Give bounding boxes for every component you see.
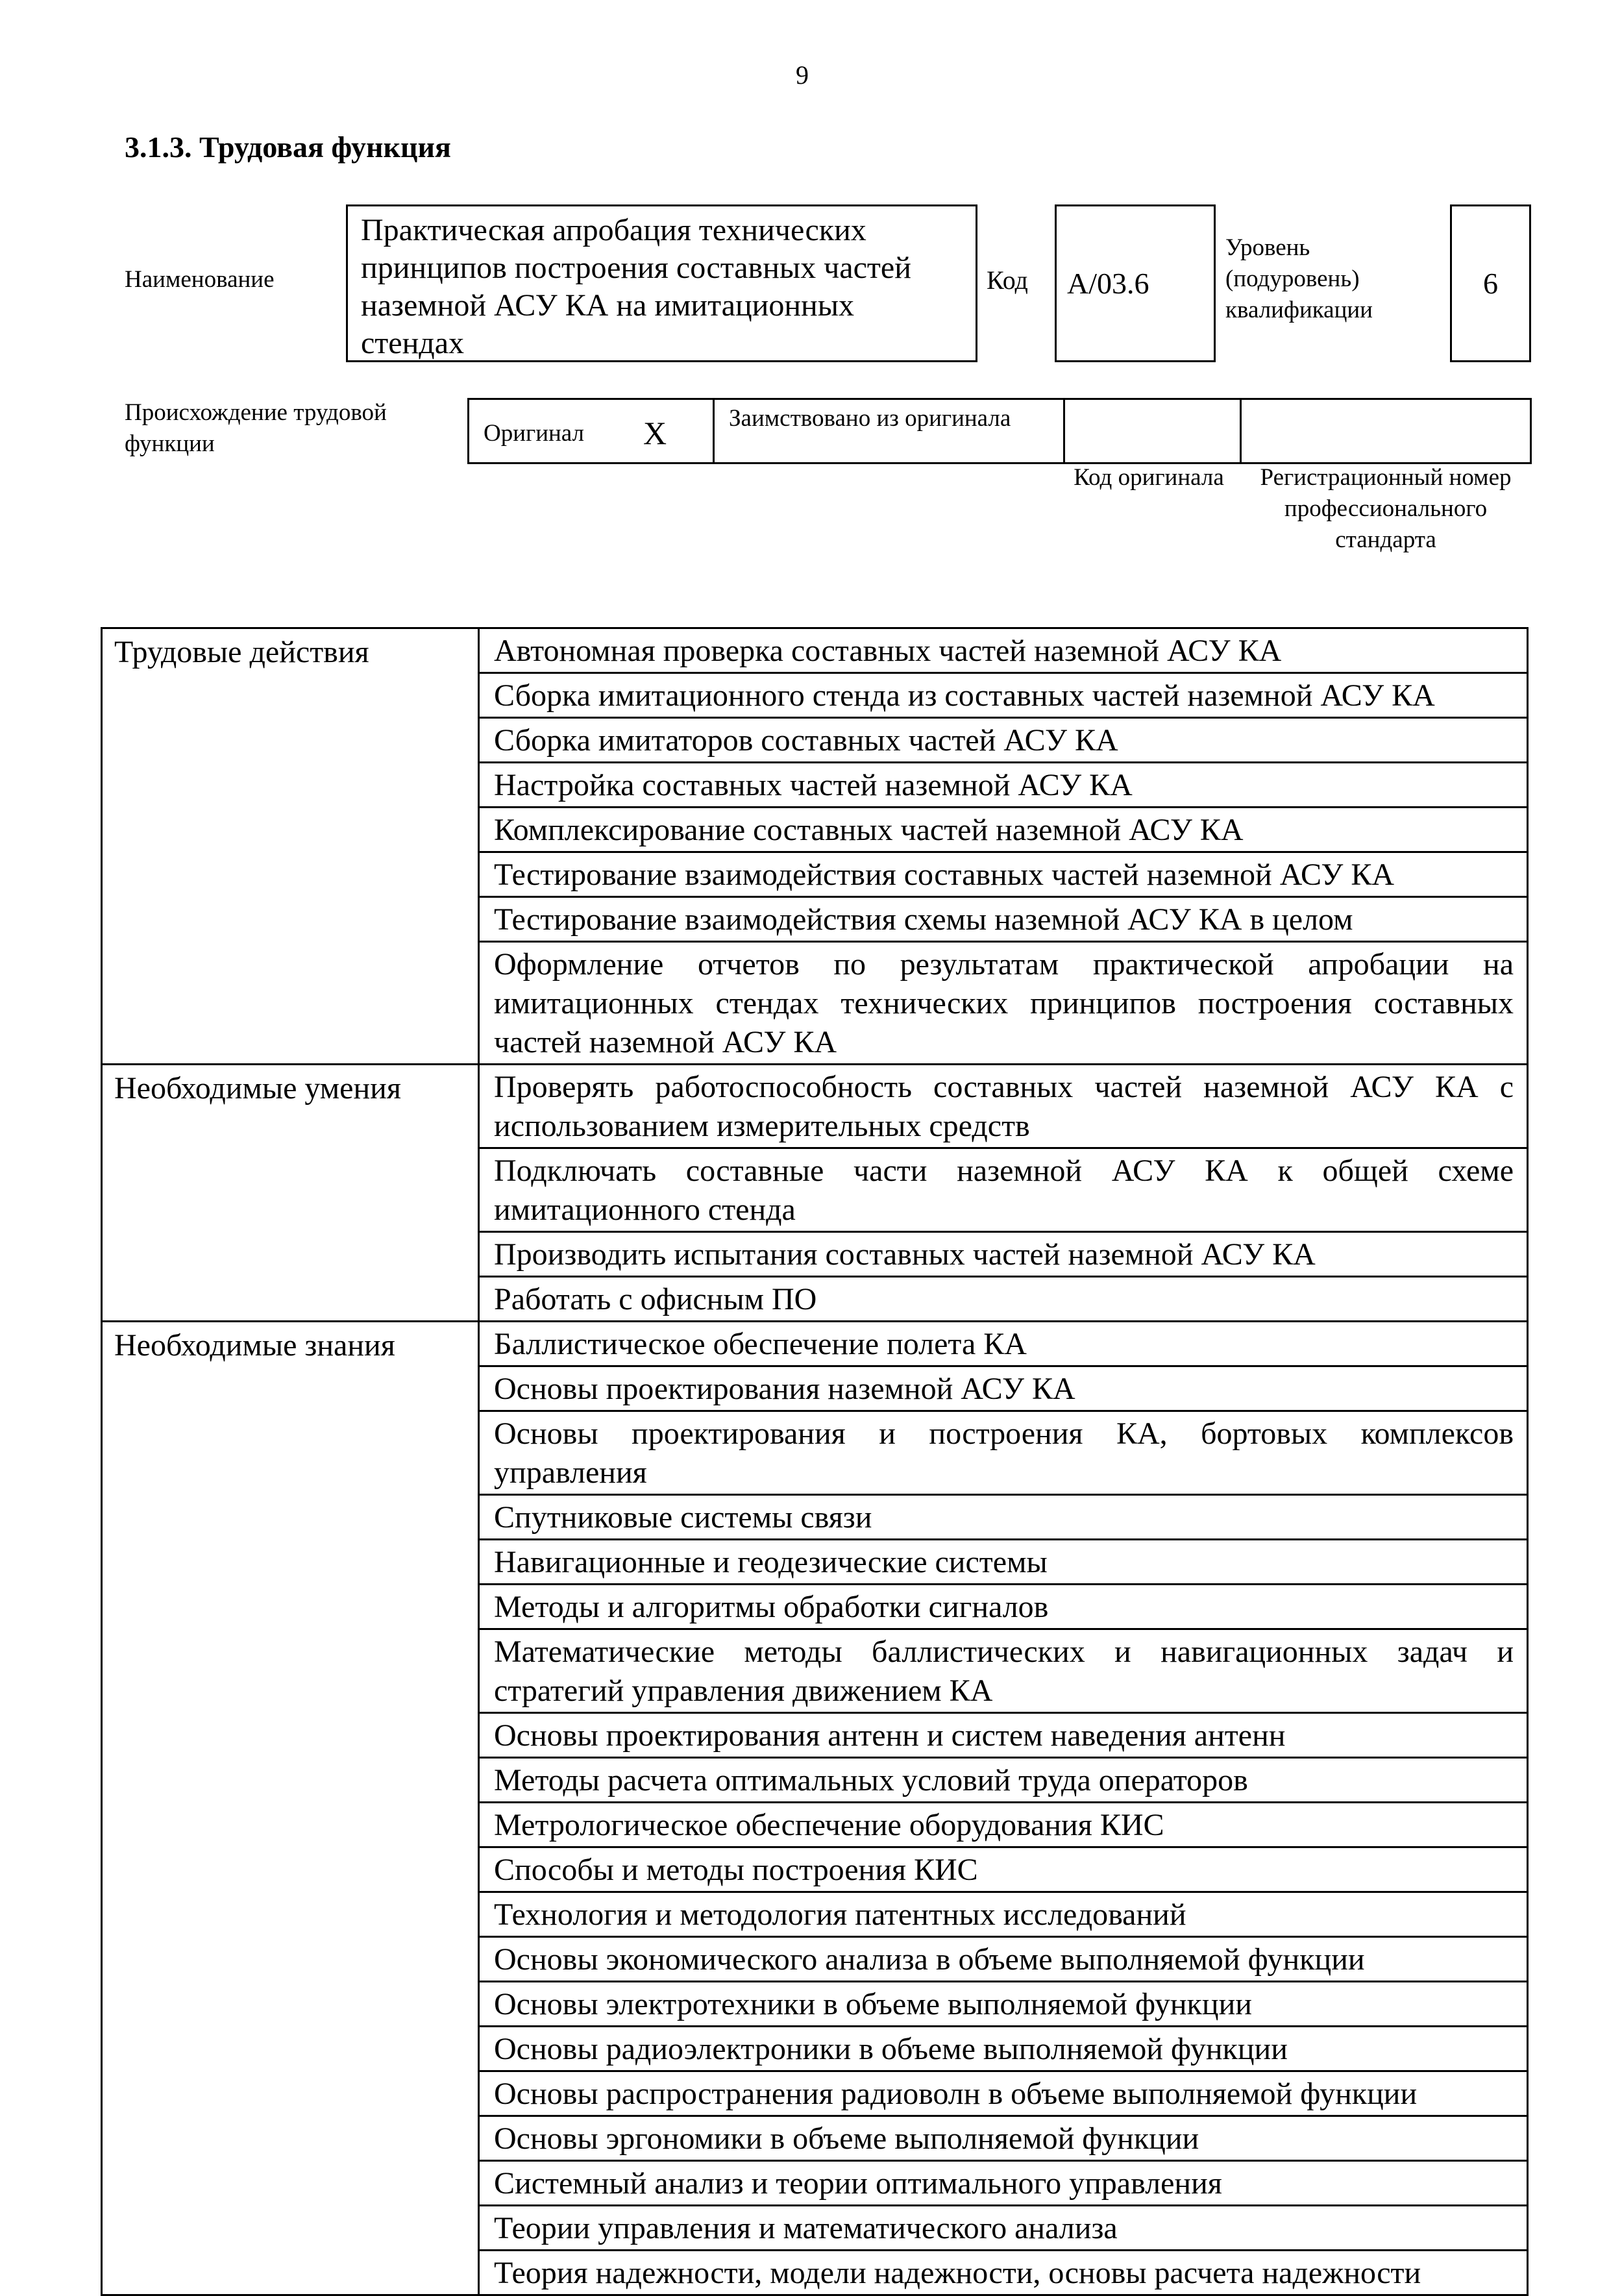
table-cell: Основы распространения радиоволн в объеме выполняемой функции [479, 2071, 1528, 2116]
table-cell: Оформление отчетов по результатам практической апробации на имитационных стендах технических принципов построения составных частей наземной АСУ КА [479, 942, 1528, 1065]
table-cell: Основы проектирования наземной АСУ КА [479, 1366, 1528, 1411]
original-cell [469, 400, 715, 462]
borrowed-label: Заимствовано из оригинала [715, 400, 1065, 462]
table-row [102, 1065, 1528, 1148]
table-cell: Работать с офисным ПО [479, 1277, 1528, 1322]
table-cell: Настройка составных частей наземной АСУ КА [479, 763, 1528, 808]
table-cell: Основы проектирования и построения КА, бортовых комплексов управления [479, 1411, 1528, 1495]
table-cell: Методы расчета оптимальных условий труда операторов [479, 1758, 1528, 1803]
table-row [102, 628, 1528, 673]
table-cell: Сборка имитационного стенда из составных частей наземной АСУ КА [479, 673, 1528, 718]
table-cell: Технология и методология патентных исследований [479, 1892, 1528, 1937]
table-row [102, 1322, 1528, 1366]
table-cell: Методы и алгоритмы обработки сигналов [479, 1585, 1528, 1629]
table-cell: Автономная проверка составных частей наземной АСУ КА [479, 628, 1528, 673]
table-cell: Основы эргономики в объеме выполняемой функции [479, 2116, 1528, 2161]
reg-number-caption: Регистрационный номер профессионального стандарта [1260, 464, 1512, 553]
table-cell: Тестирование взаимодействия схемы наземной АСУ КА в целом [479, 897, 1528, 942]
table-cell: Основы проектирования антенн и систем наведения антенн [479, 1713, 1528, 1758]
table-cell: Спутниковые системы связи [479, 1495, 1528, 1540]
level-label: Уровень (подуровень) квалификации [1225, 234, 1373, 323]
table-cell: Подключать составные части наземной АСУ КА к общей схеме имитационного стенда [479, 1148, 1528, 1232]
reg-number-cell [1242, 400, 1530, 462]
original-label: Оригинал [484, 420, 585, 447]
table-cell: Баллистическое обеспечение полета КА [479, 1322, 1528, 1366]
section-title-knowledge: Необходимые знания [102, 1322, 479, 2295]
section-title-skills: Необходимые умения [102, 1065, 479, 1322]
table-cell: Математические методы баллистических и навигационных задач и стратегий управления движением КА [479, 1629, 1528, 1713]
function-details-table [101, 627, 1529, 2296]
original-code-cell [1065, 400, 1242, 462]
code-value-box: A/03.6 [1055, 204, 1216, 362]
code-label: Код [987, 265, 1028, 295]
table-cell: Системный анализ и теории оптимального управления [479, 2161, 1528, 2206]
table-cell: Основы электротехники в объеме выполняемой функции [479, 1982, 1528, 2027]
table-cell: Метрологическое обеспечение оборудования КИС [479, 1803, 1528, 1847]
code-original-caption: Код оригинала [1074, 464, 1224, 491]
section-title: 3.1.3. Трудовая функция [125, 130, 451, 164]
table-cell: Способы и методы построения КИС [479, 1847, 1528, 1892]
table-cell: Основы радиоэлектроники в объеме выполняемой функции [479, 2027, 1528, 2071]
section-title-actions: Трудовые действия [102, 628, 479, 1065]
origin-label: Происхождение трудовой функции [125, 399, 387, 457]
level-value-box: 6 [1450, 204, 1531, 362]
table-cell: Проверять работоспособность составных частей наземной АСУ КА с использованием измерительных средств [479, 1065, 1528, 1148]
table-cell: Теории управления и математического анализа [479, 2206, 1528, 2251]
name-label: Наименование [125, 266, 275, 293]
table-cell: Производить испытания составных частей наземной АСУ КА [479, 1232, 1528, 1277]
function-name-box: Практическая апробация технических принципов построения составных частей наземной АСУ КА на имитационных стендах [346, 204, 977, 362]
table-cell: Теория надежности, модели надежности, основы расчета надежности [479, 2251, 1528, 2295]
table-cell: Основы экономического анализа в объеме выполняемой функции [479, 1937, 1528, 1982]
original-mark: X [643, 415, 667, 451]
table-cell: Комплексирование составных частей наземной АСУ КА [479, 808, 1528, 852]
table-cell: Сборка имитаторов составных частей АСУ КА [479, 718, 1528, 763]
table-cell: Тестирование взаимодействия составных частей наземной АСУ КА [479, 852, 1528, 897]
table-cell: Навигационные и геодезические системы [479, 1540, 1528, 1585]
page-number: 9 [796, 60, 809, 90]
origin-row [467, 398, 1532, 464]
